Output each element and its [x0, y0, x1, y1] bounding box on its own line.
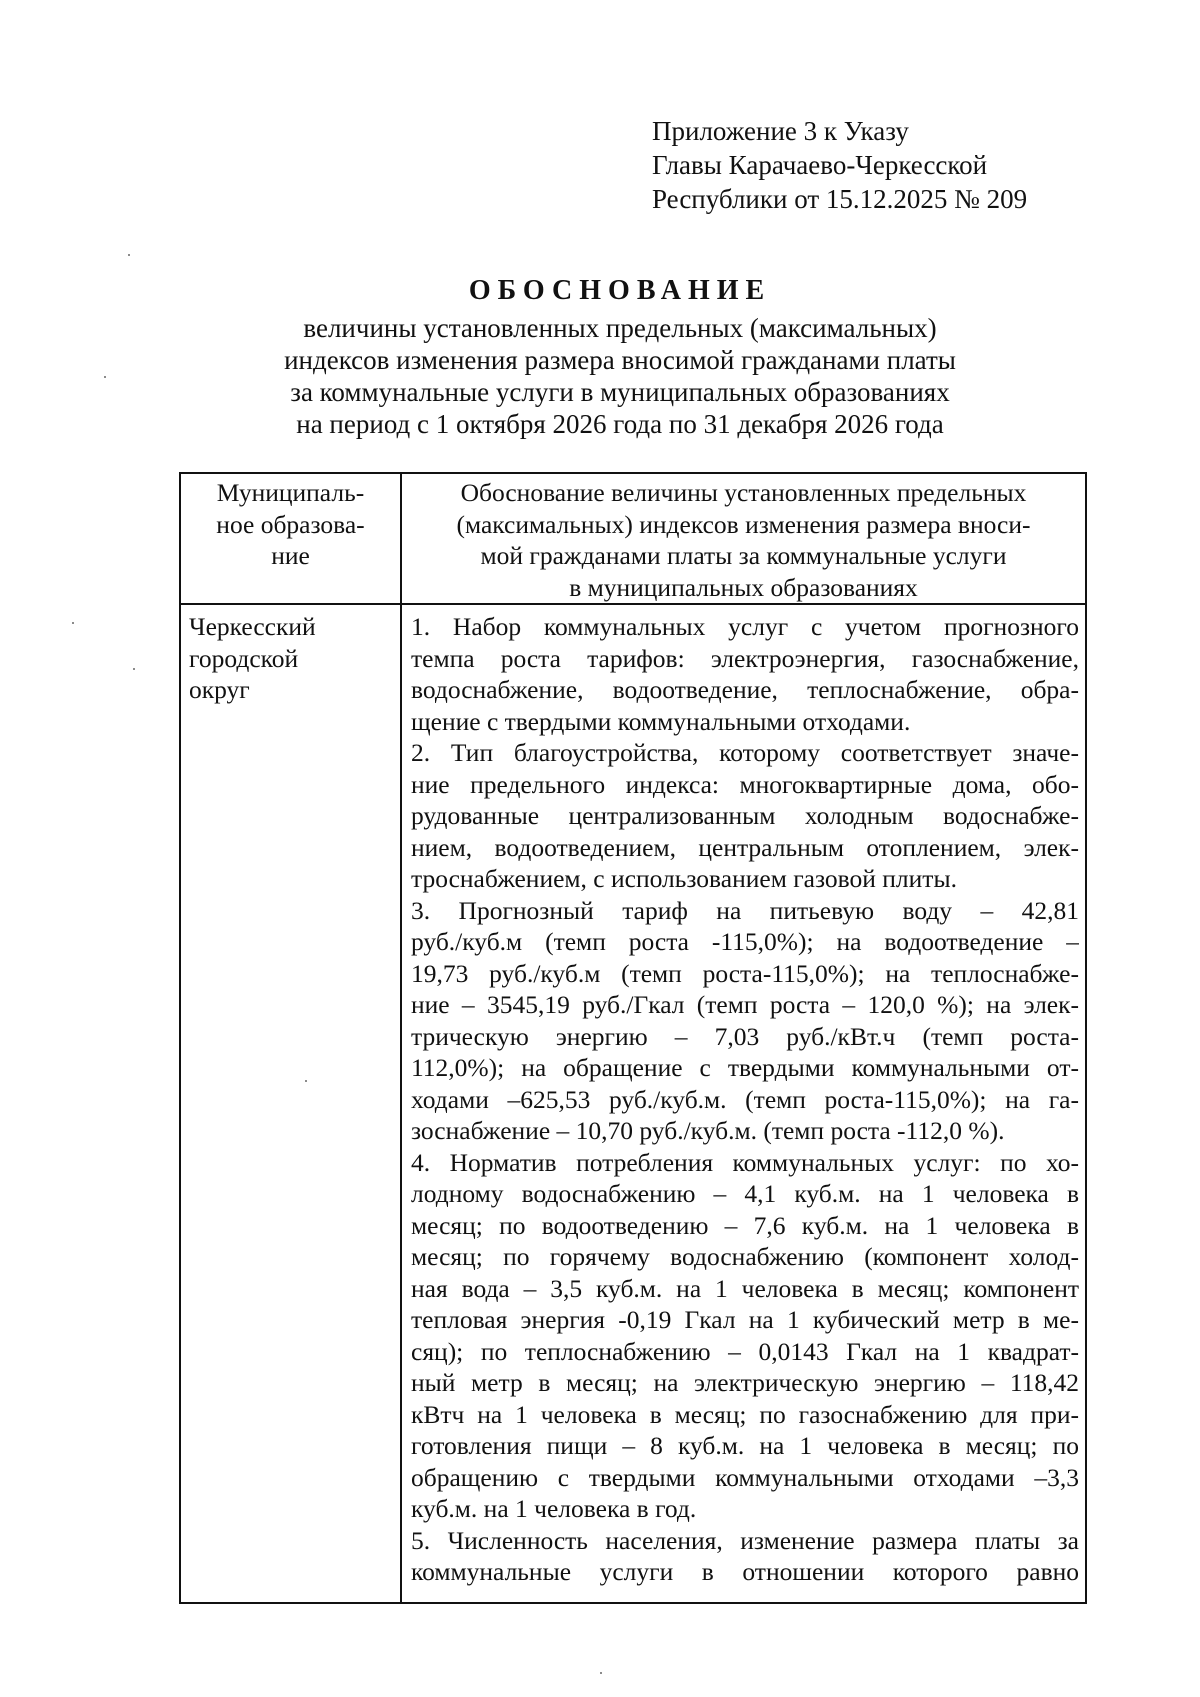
header-line: Муниципаль- — [216, 478, 365, 507]
justification-line: зоснабжение – 10,70 руб./куб.м. (темп роста -112,0 %). — [411, 1116, 1005, 1145]
table-header-justification — [402, 477, 1085, 603]
justification-line: 4. Норматив потребления коммунальных услуг: по хо- — [411, 1147, 1079, 1177]
appendix-line: Приложение 3 к Указу — [652, 116, 909, 146]
justification-line: 1. Набор коммунальных услуг с учетом прогнозного — [411, 612, 1079, 641]
justification-line: 2. Тип благоустройства, которому соответствует значе- — [411, 738, 1079, 767]
document-subtitle — [170, 312, 1070, 440]
table-cell-municipality — [189, 611, 394, 706]
header-line: (максимальных) индексов изменения размера вноси- — [456, 509, 1031, 539]
justification-table — [179, 472, 1087, 1604]
scan-speck — [128, 254, 130, 256]
justification-line: кВтч на 1 человека в месяц; по газоснабжению для при- — [411, 1399, 1079, 1429]
subtitle-line: за коммунальные услуги в муниципальных образованиях — [290, 377, 950, 407]
scan-speck — [133, 668, 135, 670]
justification-line: тепловая энергия -0,19 Гкал на 1 кубический метр в ме- — [411, 1305, 1079, 1334]
scan-speck — [305, 1080, 307, 1082]
table-header-divider — [181, 603, 1085, 605]
table-column-divider — [400, 474, 402, 1602]
justification-line: обращению с твердыми коммунальными отходами –3,3 — [411, 1462, 1079, 1492]
justification-line: 19,73 руб./куб.м (темп роста-115,0%); на теплоснабже- — [411, 958, 1079, 988]
document-title: ОБОСНОВАНИЕ — [468, 275, 772, 306]
table-header-municipality — [181, 477, 400, 572]
municipality-line: округ — [189, 675, 250, 704]
scan-speck — [104, 376, 106, 378]
scan-speck — [600, 1672, 602, 1674]
justification-line: ный метр в месяц; на электрическую энергию – 118,42 — [411, 1368, 1079, 1397]
justification-line: ние – 3545,19 руб./Гкал (темп роста – 120,0 %); на элек- — [411, 990, 1079, 1019]
subtitle-line: величины установленных предельных (максимальных) — [303, 313, 937, 343]
header-line: ние — [271, 541, 310, 570]
justification-line: куб.м. на 1 человека в год. — [411, 1494, 697, 1523]
table-cell-justification — [411, 611, 1079, 1588]
subtitle-line: на период с 1 октября 2026 года по 31 декабря 2026 года — [296, 409, 944, 439]
appendix-reference — [652, 114, 1027, 216]
justification-line: 5. Численность населения, изменение размера платы за — [411, 1525, 1079, 1555]
justification-line: коммунальные услуги в отношении которого равно — [411, 1557, 1079, 1586]
justification-line: 112,0%); на обращение с твердыми коммунальными от- — [411, 1053, 1079, 1082]
justification-line: лодному водоснабжению – 4,1 куб.м. на 1 человека в — [411, 1179, 1079, 1208]
justification-line: водоснабжение, водоотведение, теплоснабжение, обра- — [411, 675, 1079, 704]
header-line: Обоснование величины установленных предельных — [460, 478, 1027, 507]
justification-line: месяц; по горячему водоснабжению (компонент холод- — [411, 1242, 1079, 1271]
header-line: ное образова- — [216, 509, 365, 539]
justification-line: ние предельного индекса: многоквартирные дома, обо- — [411, 769, 1079, 799]
justification-line: щение с твердыми коммунальными отходами. — [411, 706, 911, 736]
justification-line: руб./куб.м (темп роста -115,0%); на водоотведение – — [411, 927, 1079, 956]
justification-line: готовления пищи – 8 куб.м. на 1 человека в месяц; по — [411, 1431, 1079, 1460]
justification-line: темпа роста тарифов: электроэнергия, газоснабжение, — [411, 643, 1079, 673]
title-block — [170, 274, 1070, 440]
appendix-line: Республики от 15.12.2025 № 209 — [652, 184, 1028, 214]
justification-line: нием, водоотведением, центральным отоплением, элек- — [411, 832, 1079, 862]
justification-line: 3. Прогнозный тариф на питьевую воду – 42,81 — [411, 895, 1079, 925]
municipality-line: Черкесский — [189, 612, 316, 641]
justification-line: ная вода – 3,5 куб.м. на 1 человека в месяц; компонент — [411, 1273, 1079, 1303]
header-line: мой гражданами платы за коммунальные услуги — [480, 541, 1007, 570]
justification-line: ходами –625,53 руб./куб.м. (темп роста-115,0%); на га- — [411, 1084, 1079, 1114]
justification-line: трическую энергию – 7,03 руб./кВт.ч (темп роста- — [411, 1021, 1079, 1051]
appendix-line: Главы Карачаево-Черкесской — [652, 150, 988, 180]
subtitle-line: индексов изменения размера вносимой гражданами платы — [284, 345, 956, 375]
justification-line: троснабжением, с использованием газовой плиты. — [411, 864, 957, 893]
justification-line: месяц; по водоотведению – 7,6 куб.м. на 1 человека в — [411, 1210, 1079, 1240]
justification-line: сяц); по теплоснабжению – 0,0143 Гкал на 1 квадрат- — [411, 1336, 1079, 1366]
municipality-line: городской — [189, 643, 299, 673]
scan-speck — [72, 622, 74, 624]
header-line: в муниципальных образованиях — [569, 572, 918, 602]
justification-line: рудованные централизованным холодным водоснабже- — [411, 801, 1079, 830]
